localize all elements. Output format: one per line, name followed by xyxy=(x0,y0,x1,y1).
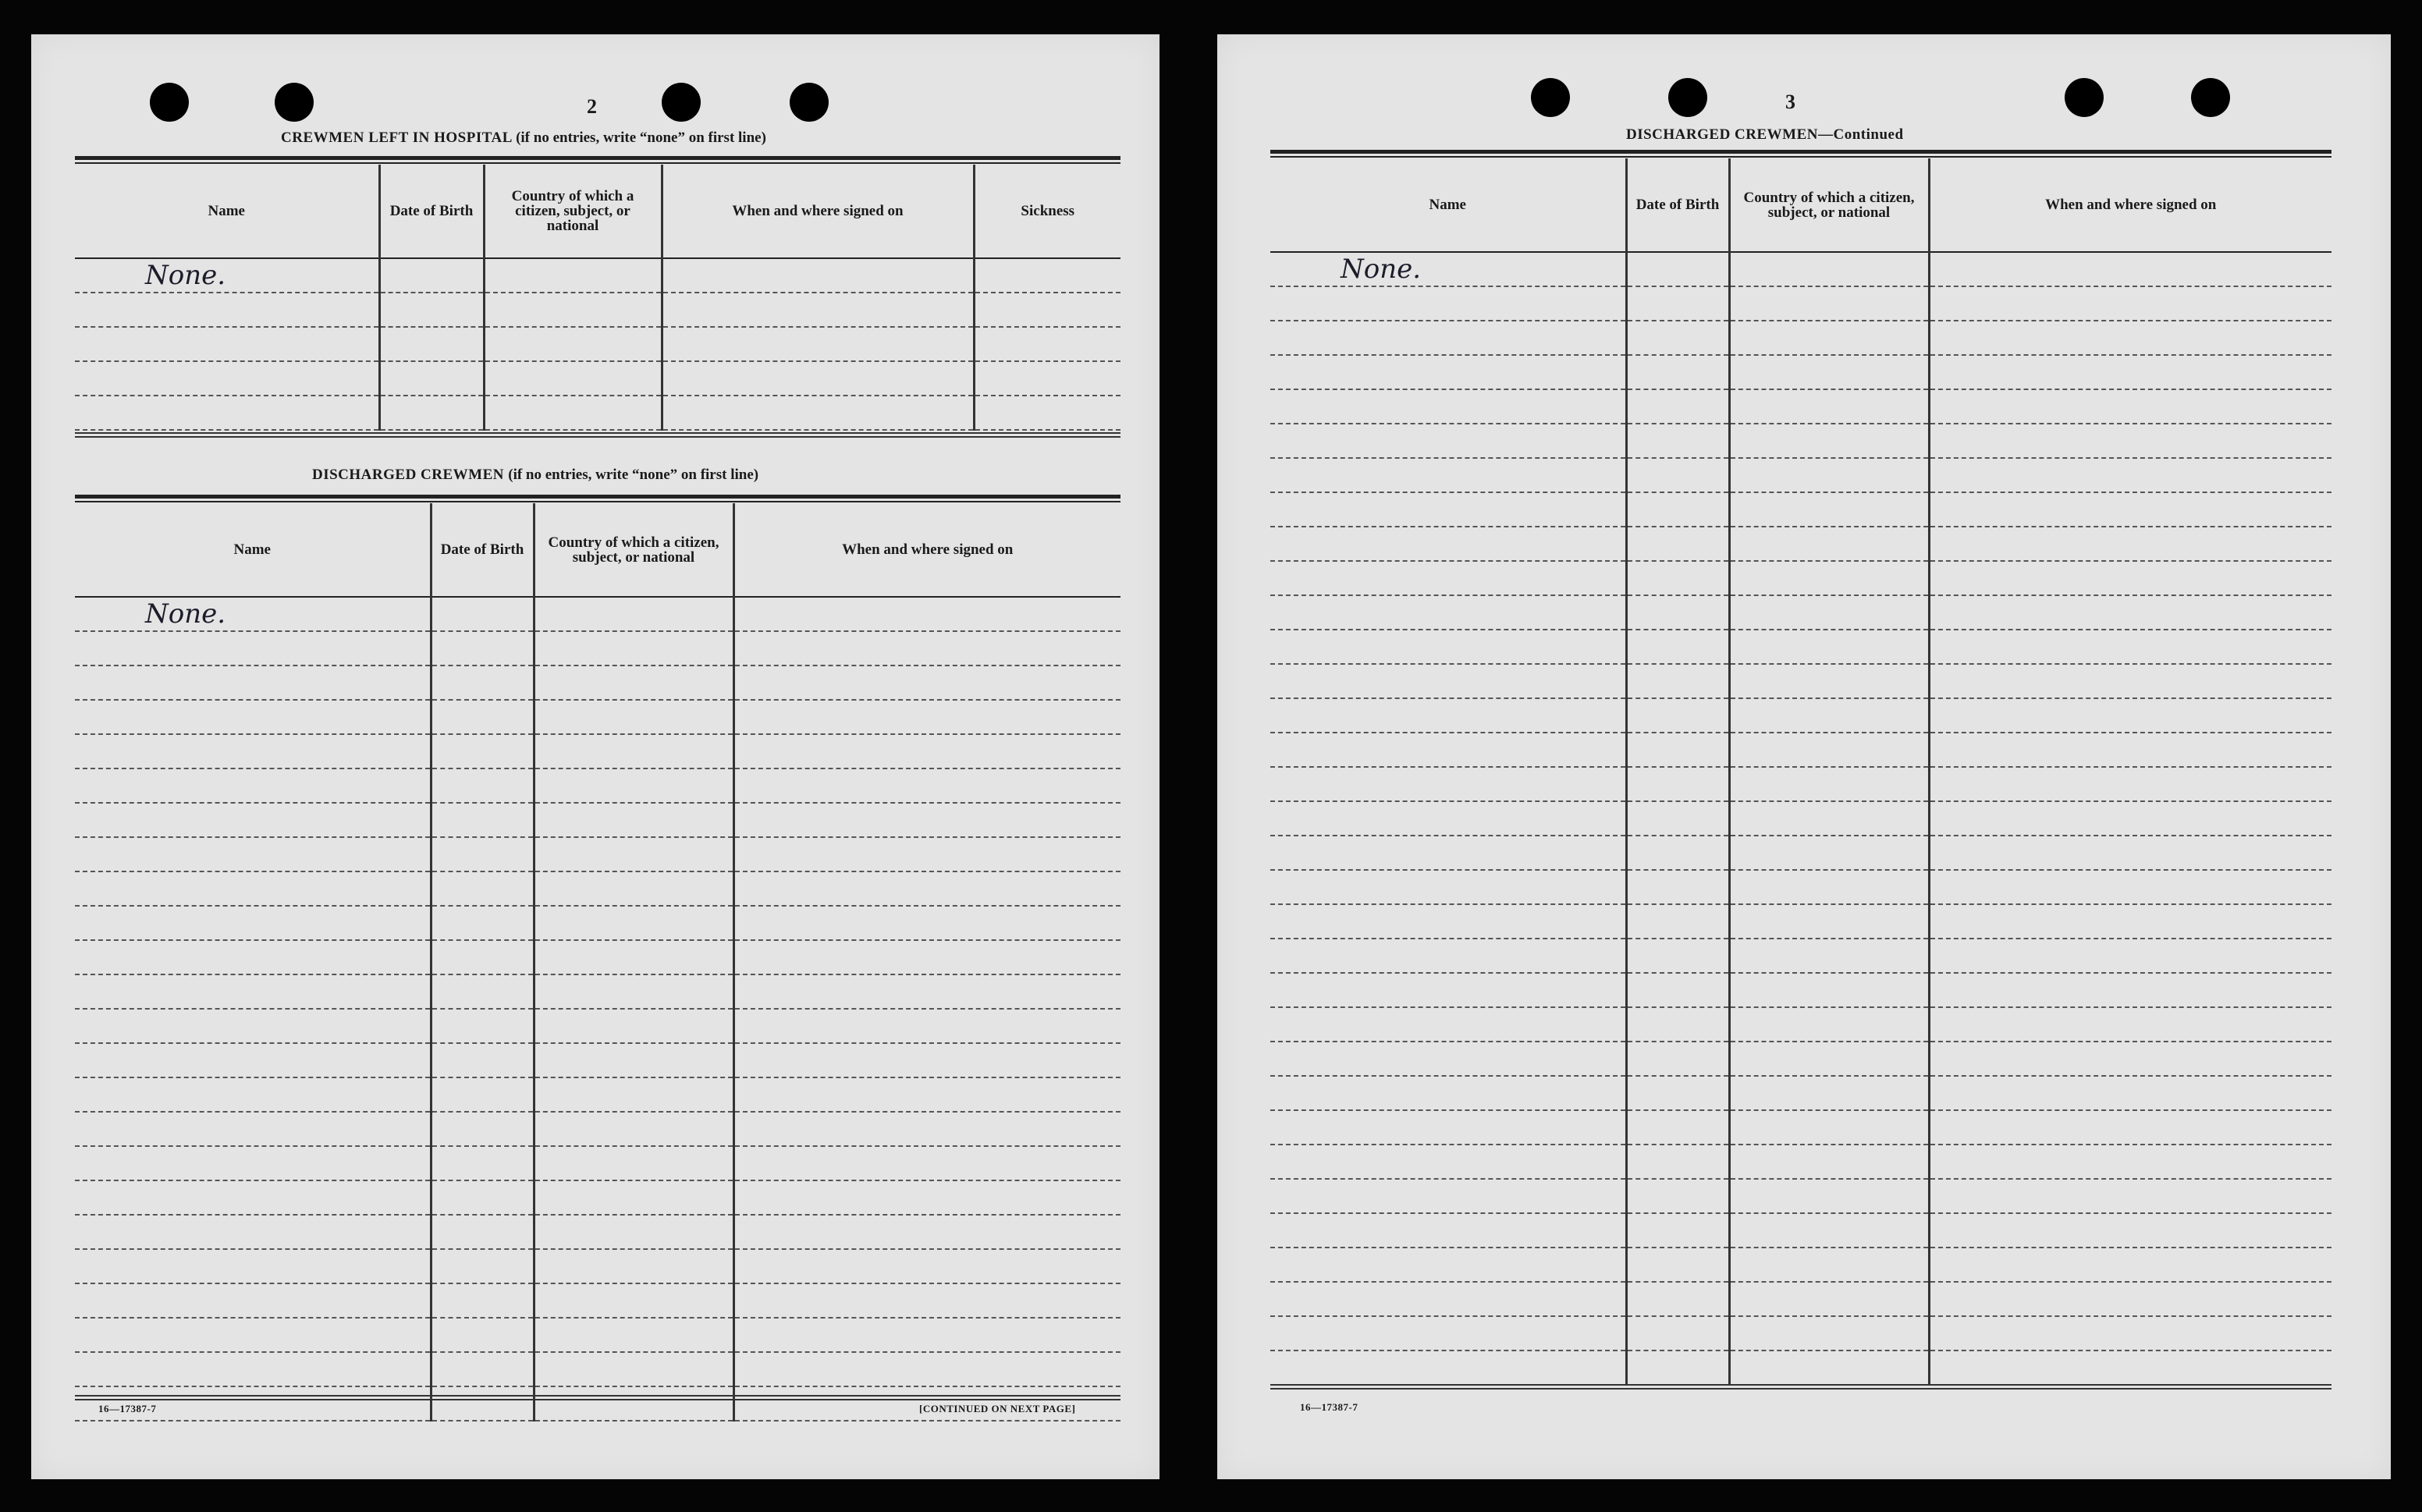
discharged-title: DISCHARGED CREWMEN xyxy=(312,467,504,483)
blank-row xyxy=(1270,698,2331,733)
page-number: 3 xyxy=(1785,91,1795,113)
blank-row xyxy=(1270,1145,2331,1179)
hospital-table xyxy=(75,165,1120,431)
table-bottom-rule xyxy=(75,1395,1120,1397)
column-header-country: Country of which a citizen, subject, or national xyxy=(534,503,733,597)
blank-row xyxy=(1270,286,2331,321)
punch-hole xyxy=(2065,78,2104,117)
punch-hole xyxy=(662,83,701,122)
discharged-note: (if no entries, write “none” on first line) xyxy=(508,467,759,483)
blank-row xyxy=(1270,1179,2331,1213)
blank-row xyxy=(1270,561,2331,595)
blank-row xyxy=(1270,595,2331,630)
blank-row xyxy=(75,1283,1120,1318)
blank-row xyxy=(75,700,1120,734)
column-header-signed-on: When and where signed on xyxy=(733,503,1120,597)
page-number: 2 xyxy=(587,95,597,118)
blank-row xyxy=(1270,1110,2331,1145)
discharged-table xyxy=(75,503,1120,1421)
blank-row xyxy=(1270,1076,2331,1110)
blank-row xyxy=(1270,1007,2331,1042)
name-entry: None. xyxy=(1270,252,1626,286)
column-header-name: Name xyxy=(1270,158,1626,252)
blank-row xyxy=(75,837,1120,871)
column-header-country: Country of which a citizen, subject, or national xyxy=(1729,158,1929,252)
blank-row xyxy=(1270,664,2331,698)
blank-row xyxy=(1270,355,2331,389)
punch-hole xyxy=(150,83,189,122)
blank-row xyxy=(75,803,1120,837)
blank-row xyxy=(75,871,1120,906)
blank-row xyxy=(1270,1282,2331,1316)
blank-row xyxy=(1270,1316,2331,1351)
blank-row xyxy=(1270,801,2331,836)
punch-hole xyxy=(275,83,314,122)
blank-row xyxy=(1270,767,2331,801)
blank-row xyxy=(75,1043,1120,1077)
column-header-date-of-birth: Date of Birth xyxy=(379,165,484,258)
blank-row xyxy=(1270,904,2331,939)
blank-row xyxy=(75,1215,1120,1249)
blank-row xyxy=(75,665,1120,700)
continued-note: [CONTINUED ON NEXT PAGE] xyxy=(919,1403,1076,1414)
name-entry: None. xyxy=(75,258,379,293)
blank-row xyxy=(75,906,1120,940)
punch-hole xyxy=(790,83,829,122)
punch-hole xyxy=(1531,78,1570,117)
table-top-rule xyxy=(75,156,1120,160)
left-page xyxy=(31,34,1160,1479)
column-header-date-of-birth: Date of Birth xyxy=(431,503,534,597)
blank-row xyxy=(75,1318,1120,1352)
form-number: 16—17387-7 xyxy=(98,1403,157,1414)
blank-row xyxy=(1270,973,2331,1007)
blank-row xyxy=(1270,321,2331,355)
punch-hole xyxy=(2191,78,2230,117)
blank-row xyxy=(75,768,1120,803)
blank-row xyxy=(1270,630,2331,664)
blank-row xyxy=(1270,733,2331,767)
blank-row xyxy=(75,1009,1120,1043)
hospital-title: CREWMEN LEFT IN HOSPITAL xyxy=(281,130,512,146)
blank-row xyxy=(75,1352,1120,1386)
column-header-signed-on: When and where signed on xyxy=(1929,158,2331,252)
blank-row xyxy=(75,1146,1120,1180)
blank-row xyxy=(75,940,1120,974)
blank-row xyxy=(1270,492,2331,527)
blank-row xyxy=(1270,1213,2331,1248)
name-entry: None. xyxy=(75,597,431,631)
blank-row xyxy=(1270,1042,2331,1076)
table-bottom-rule xyxy=(75,432,1120,434)
blank-row xyxy=(75,1077,1120,1112)
blank-row xyxy=(1270,389,2331,424)
blank-row xyxy=(1270,458,2331,492)
blank-row xyxy=(75,734,1120,768)
punch-hole xyxy=(1668,78,1707,117)
blank-row xyxy=(1270,1351,2331,1385)
blank-row xyxy=(1270,836,2331,870)
table-bottom-rule xyxy=(1270,1384,2331,1386)
table-top-rule xyxy=(75,495,1120,499)
hospital-note: (if no entries, write “none” on first line) xyxy=(516,130,766,146)
table-top-rule xyxy=(1270,150,2331,154)
blank-row xyxy=(1270,870,2331,904)
blank-row xyxy=(75,974,1120,1009)
column-header-country: Country of which a citizen, subject, or national xyxy=(484,165,662,258)
column-header-name: Name xyxy=(75,165,379,258)
column-header-name: Name xyxy=(75,503,431,597)
blank-row xyxy=(75,1249,1120,1283)
column-header-sickness: Sickness xyxy=(974,165,1120,258)
discharged-continued-title: DISCHARGED CREWMEN—Continued xyxy=(1626,126,1904,143)
discharged-section-title xyxy=(312,467,758,484)
blank-row xyxy=(1270,527,2331,561)
blank-row xyxy=(75,1180,1120,1215)
blank-row xyxy=(1270,939,2331,973)
blank-row xyxy=(1270,424,2331,458)
column-header-signed-on: When and where signed on xyxy=(662,165,974,258)
right-page xyxy=(1217,34,2391,1479)
discharged-continued-table xyxy=(1270,158,2331,1386)
hospital-section-title xyxy=(281,130,766,147)
blank-row xyxy=(1270,1248,2331,1282)
form-number: 16—17387-7 xyxy=(1300,1401,1358,1413)
blank-row xyxy=(75,631,1120,665)
column-header-date-of-birth: Date of Birth xyxy=(1626,158,1729,252)
blank-row xyxy=(75,1112,1120,1146)
